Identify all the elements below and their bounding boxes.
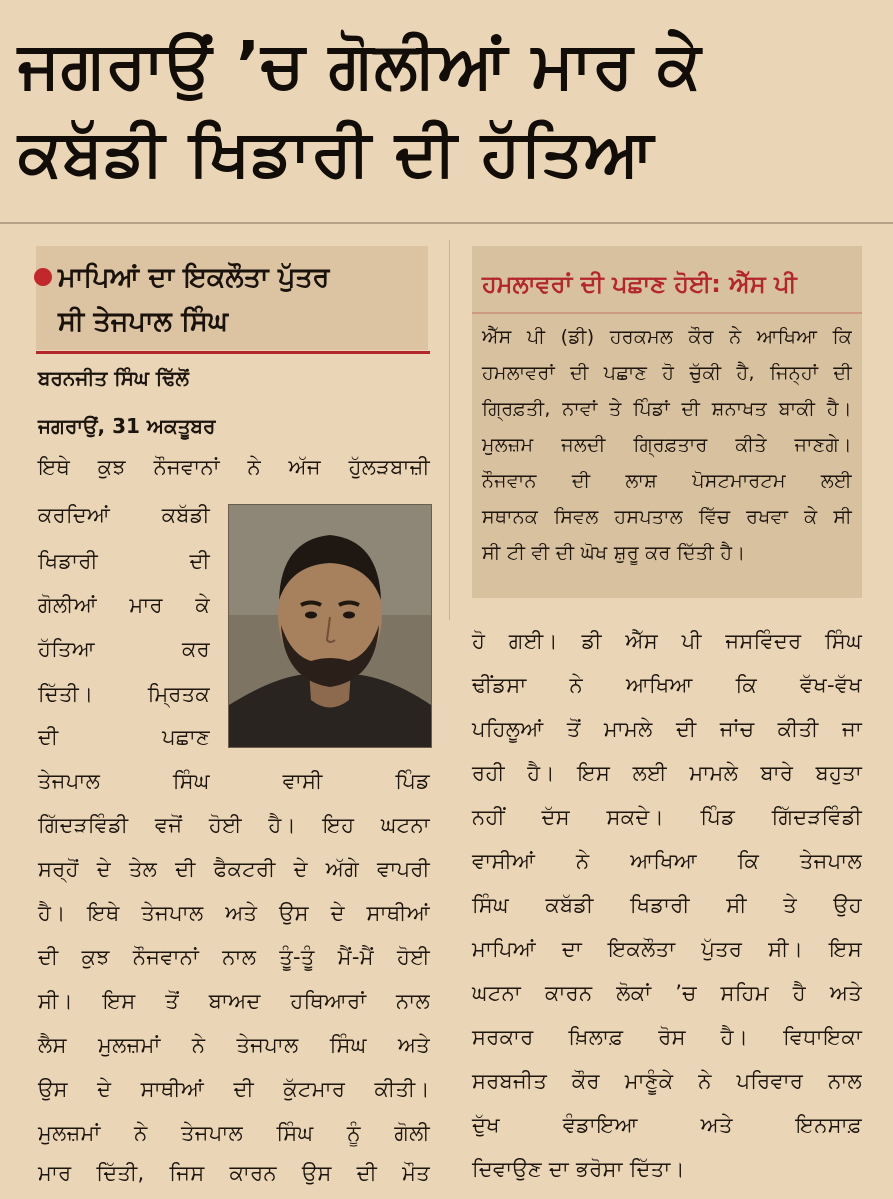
- sidebar-line: ਐੱਸ ਪੀ (ਡੀ) ਹਰਕਮਲ ਕੌਰ ਨੇ ਆਖਿਆ ਕਿ: [482, 326, 852, 348]
- left-col-line: ਮੁਲਜ਼ਮਾਂ ਨੇ ਤੇਜਪਾਲ ਸਿੰਘ ਨੂੰ ਗੋਲੀ: [38, 1121, 430, 1145]
- left-col-line: ਉਸ ਦੇ ਸਾਥੀਆਂ ਦੀ ਕੁੱਟਮਾਰ ਕੀਤੀ।: [38, 1077, 430, 1101]
- sidebar-title-rule: [472, 312, 862, 314]
- left-col-line: ਹੱਤਿਆ ਕਰ: [38, 637, 210, 661]
- right-col-line: ਦਿਵਾਉਣ ਦਾ ਭਰੋਸਾ ਦਿੱਤਾ।: [472, 1157, 685, 1181]
- left-col-line: ਦੀ ਪਛਾਣ: [38, 725, 210, 749]
- sidebar-line: ਨੌਜਵਾਨ ਦੀ ਲਾਸ਼ ਪੋਸਟਮਾਰਟਮ ਲਈ: [482, 470, 852, 492]
- right-col-line: ਨਹੀਂ ਦੱਸ ਸਕਦੇ। ਪਿੰਡ ਗਿੱਦੜਵਿੰਡੀ: [472, 805, 862, 829]
- headline-divider: [0, 222, 893, 224]
- right-col-line: ਦੁੱਖ ਵੰਡਾਇਆ ਅਤੇ ਇਨਸਾਫ਼: [472, 1113, 862, 1137]
- right-col-line: ਰਹੀ ਹੈ। ਇਸ ਲਈ ਮਾਮਲੇ ਬਾਰੇ ਬਹੁਤਾ: [472, 761, 862, 785]
- left-col-line: ਲੈਸ ਮੁਲਜ਼ਮਾਂ ਨੇ ਤੇਜਪਾਲ ਸਿੰਘ ਅਤੇ: [38, 1033, 430, 1057]
- byline: ਬਰਨਜੀਤ ਸਿੰਘ ਢਿੱਲੋਂ: [38, 366, 189, 390]
- right-col-line: ਪਹਿਲੂਆਂ ਤੋਂ ਮਾਮਲੇ ਦੀ ਜਾਂਚ ਕੀਤੀ ਜਾ: [472, 717, 862, 741]
- sidebar-line: ਸਥਾਨਕ ਸਿਵਲ ਹਸਪਤਾਲ ਵਿੱਚ ਰਖਵਾ ਕੇ ਸੀ: [482, 506, 852, 528]
- left-col-line: ਮਾਰ ਦਿੱਤੀ, ਜਿਸ ਕਾਰਨ ਉਸ ਦੀ ਮੌਤ: [38, 1161, 430, 1185]
- red-bullet-icon: [34, 268, 52, 286]
- left-col-line: ਦੀ ਕੁਝ ਨੌਜਵਾਨਾਂ ਨਾਲ ਤੂੰ-ਤੂੰ ਮੈਂ-ਮੈਂ ਹੋਈ: [38, 945, 430, 969]
- dateline: ਜਗਰਾਉਂ, 31 ਅਕਤੂਬਰ: [38, 414, 216, 438]
- left-col-line: ਇਥੇ ਕੁਝ ਨੌਜਵਾਨਾਂ ਨੇ ਅੱਜ ਹੁੱਲੜਬਾਜ਼ੀ: [38, 455, 430, 479]
- headline: [18, 22, 878, 198]
- sidebar-line: ਹਮਲਾਵਰਾਂ ਦੀ ਪਛਾਣ ਹੋ ਚੁੱਕੀ ਹੈ, ਜਿਨ੍ਹਾਂ ਦੀ: [482, 362, 852, 384]
- left-col-line: ਦਿੱਤੀ। ਮ੍ਰਿਤਕ: [38, 682, 210, 706]
- left-col-line: ਕਰਦਿਆਂ ਕਬੱਡੀ: [38, 503, 210, 527]
- right-col-line: ਢੀਂਡਸਾ ਨੇ ਆਖਿਆ ਕਿ ਵੱਖ-ਵੱਖ: [472, 673, 862, 697]
- headline-line-1: ਜਗਰਾਉਂ ’ਚ ਗੋਲੀਆਂ ਮਾਰ ਕੇ: [18, 29, 702, 103]
- sidebar-line: ਸੀ ਟੀ ਵੀ ਦੀ ਘੋਖ ਸ਼ੁਰੂ ਕਰ ਦਿੱਤੀ ਹੈ।: [482, 542, 746, 564]
- right-col-line: ਵਾਸੀਆਂ ਨੇ ਆਖਿਆ ਕਿ ਤੇਜਪਾਲ: [472, 849, 862, 873]
- right-col-line: ਘਟਨਾ ਕਾਰਨ ਲੋਕਾਂ ’ਚ ਸਹਿਮ ਹੈ ਅਤੇ: [472, 981, 862, 1005]
- left-col-line: ਖਿਡਾਰੀ ਦੀ: [38, 549, 210, 573]
- subhead-divider: [36, 351, 430, 354]
- right-col-line: ਸਰਕਾਰ ਖ਼ਿਲਾਫ਼ ਰੋਸ ਹੈ। ਵਿਧਾਇਕਾ: [472, 1025, 862, 1049]
- sidebar-title: ਹਮਲਾਵਰਾਂ ਦੀ ਪਛਾਣ ਹੋਈ: ਐੱਸ ਪੀ: [482, 270, 797, 298]
- left-col-line: ਹੈ। ਇਥੇ ਤੇਜਪਾਲ ਅਤੇ ਉਸ ਦੇ ਸਾਥੀਆਂ: [38, 901, 430, 925]
- right-col-line: ਸਿੰਘ ਕਬੱਡੀ ਖਿਡਾਰੀ ਸੀ ਤੇ ਉਹ: [472, 893, 862, 917]
- sidebar-line: ਮੁਲਜ਼ਮ ਜਲਦੀ ਗ੍ਰਿਫ਼ਤਾਰ ਕੀਤੇ ਜਾਣਗੇ।: [482, 434, 852, 456]
- subhead: [58, 256, 428, 344]
- right-col-line: ਹੋ ਗਈ। ਡੀ ਐੱਸ ਪੀ ਜਸਵਿੰਦਰ ਸਿੰਘ: [472, 629, 862, 653]
- left-col-line: ਗੋਲੀਆਂ ਮਾਰ ਕੇ: [38, 593, 210, 617]
- left-col-line: ਸੀ। ਇਸ ਤੋਂ ਬਾਅਦ ਹਥਿਆਰਾਂ ਨਾਲ: [38, 989, 430, 1013]
- left-col-line: ਸਰ੍ਹੋਂ ਦੇ ਤੇਲ ਦੀ ਫੈਕਟਰੀ ਦੇ ਅੱਗੇ ਵਾਪਰੀ: [38, 857, 430, 881]
- headline-line-2: ਕਬੱਡੀ ਖਿਡਾਰੀ ਦੀ ਹੱਤਿਆ: [18, 117, 655, 191]
- left-col-line: ਗਿੱਦੜਵਿੰਡੀ ਵਜੋਂ ਹੋਈ ਹੈ। ਇਹ ਘਟਨਾ: [38, 813, 430, 837]
- subhead-line-2: ਸੀ ਤੇਜਪਾਲ ਸਿੰਘ: [58, 306, 228, 337]
- left-col-line: ਤੇਜਪਾਲ ਸਿੰਘ ਵਾਸੀ ਪਿੰਡ: [38, 769, 430, 793]
- right-col-line: ਮਾਪਿਆਂ ਦਾ ਇਕਲੌਤਾ ਪੁੱਤਰ ਸੀ। ਇਸ: [472, 937, 862, 961]
- sidebar-line: ਗ੍ਰਿਫ਼ਤੀ, ਨਾਵਾਂ ਤੇ ਪਿੰਡਾਂ ਦੀ ਸ਼ਨਾਖਤ ਬਾਕੀ ਹੈ।: [482, 398, 852, 420]
- player-portrait-image: [229, 505, 431, 747]
- subhead-line-1: ਮਾਪਿਆਂ ਦਾ ਇਕਲੌਤਾ ਪੁੱਤਰ: [58, 262, 330, 293]
- right-col-line: ਸਰਬਜੀਤ ਕੌਰ ਮਾਣੂੰਕੇ ਨੇ ਪਰਿਵਾਰ ਨਾਲ: [472, 1069, 862, 1093]
- player-photo: [228, 504, 432, 748]
- column-divider: [449, 240, 450, 620]
